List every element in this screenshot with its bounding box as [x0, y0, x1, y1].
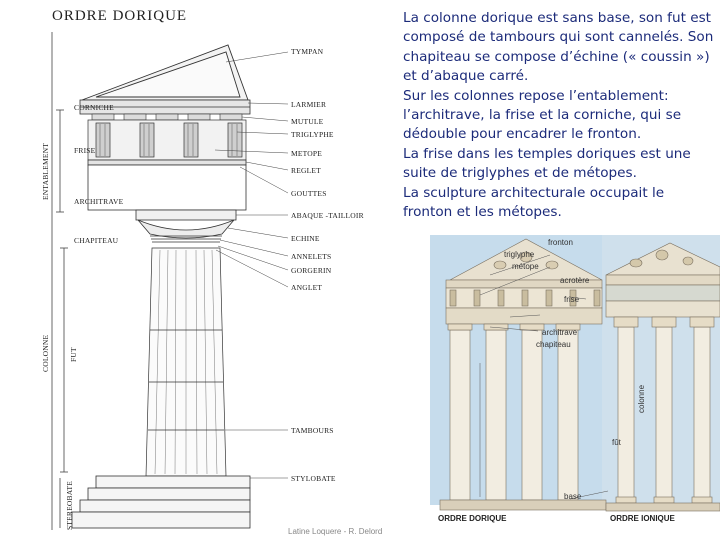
frieze-block [88, 120, 246, 160]
label-corniche: CORNICHE [74, 103, 114, 112]
diagram-title: ORDRE DORIQUE [52, 8, 188, 24]
label-fut-r: fût [612, 438, 621, 447]
diagram-credit: Latine Loquere - R. Delord [288, 527, 383, 536]
caption-doric: ORDRE DORIQUE [438, 514, 507, 523]
mutules [92, 114, 242, 120]
description-text [403, 9, 715, 222]
desc-paragraph-2: Sur les colonnes repose l’entablement: l’architrave, la frise et la corniche, qui se dédouble pour encadrer le fronton. [403, 87, 682, 143]
label-gouttes: GOUTTES [291, 189, 327, 198]
label-stereobate: STEREOBATE [65, 480, 74, 530]
label-metope-r: métope [512, 262, 539, 271]
label-gorgerin: GORGERIN [291, 266, 332, 275]
label-frise-r: frise [564, 295, 580, 304]
capital [136, 210, 236, 242]
label-stylobate: STYLOBATE [291, 474, 336, 483]
label-chapiteau: CHAPITEAU [74, 236, 119, 245]
label-annelets: ANNELETS [291, 252, 332, 261]
ionic-temple [606, 243, 720, 511]
label-tambours: TAMBOURS [291, 426, 334, 435]
pediment [82, 45, 248, 100]
caption-ionic: ORDRE IONIQUE [610, 514, 675, 523]
label-abaque: ABAQUE -TAILLOIR [291, 211, 364, 220]
label-triglyphe: TRIGLYPHE [291, 130, 334, 139]
label-colonne: COLONNE [41, 334, 50, 372]
label-echine: ECHINE [291, 234, 320, 243]
doric-ionic-comparison [430, 235, 720, 540]
label-architrave: ARCHITRAVE [74, 197, 124, 206]
label-architrave-r: architrave [542, 328, 578, 337]
label-acrotere: acrotère [560, 276, 590, 285]
label-base-r: base [564, 492, 582, 501]
label-entablement: ENTABLEMENT [41, 142, 50, 200]
label-mutule: MUTULE [291, 117, 324, 126]
dimension-lines [52, 32, 68, 530]
desc-paragraph-1: La colonne dorique est sans base, son fut est composé de tambours qui sont cannelés. Son chapiteau se compose d’échine (« coussin ») et d’abaque carré. [403, 10, 714, 85]
label-reglet: REGLET [291, 166, 321, 175]
label-metope: METOPE [291, 149, 323, 158]
column-shaft [146, 248, 226, 476]
desc-paragraph-3: La frise dans les temples doriques est une suite de triglyphes et de métopes. [403, 145, 691, 182]
stylobate-steps [72, 476, 250, 528]
label-triglyphe-r: triglyphe [504, 250, 535, 259]
label-fronton: fronton [548, 238, 573, 247]
label-anglet: ANGLET [291, 283, 323, 292]
label-frise: FRISE [74, 146, 96, 155]
label-larmier: LARMIER [291, 100, 327, 109]
label-colonne-r: colonne [637, 384, 646, 413]
desc-paragraph-4: La sculpture architecturale occupait le fronton et les métopes. [403, 184, 665, 221]
label-fut: FUT [69, 347, 78, 362]
label-tympan: TYMPAN [291, 47, 324, 56]
right-labels [291, 47, 364, 483]
label-chapiteau-r: chapiteau [536, 340, 571, 349]
